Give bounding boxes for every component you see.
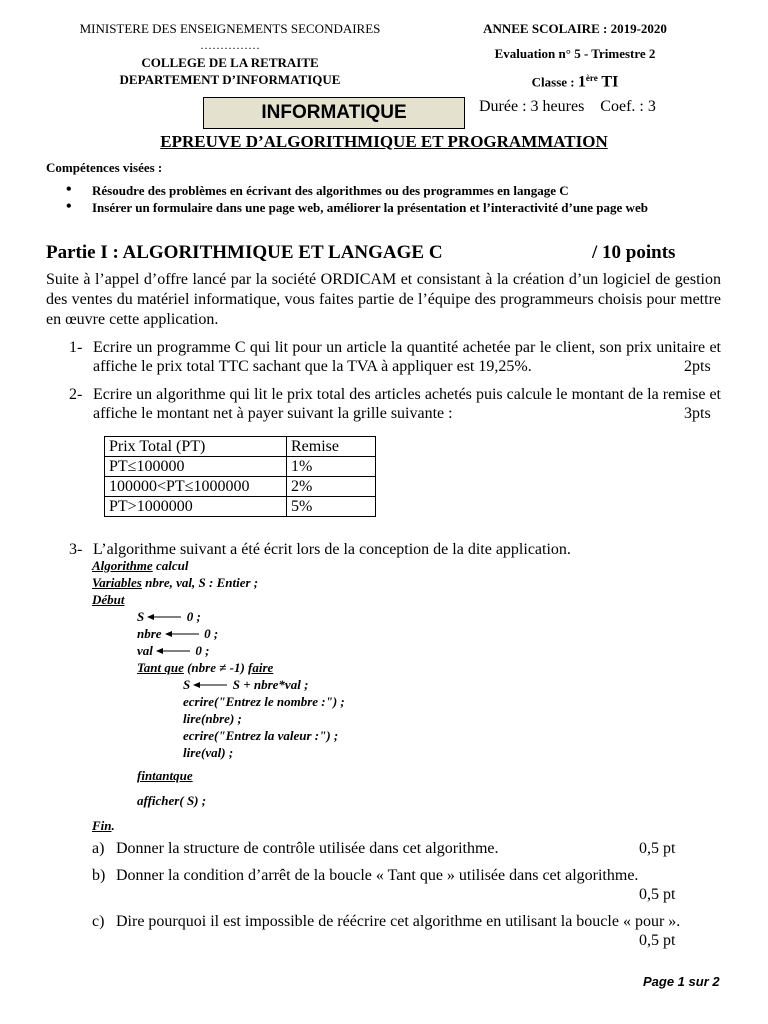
subquestion-c xyxy=(92,912,722,952)
algo-begin: Début xyxy=(92,592,125,607)
algo-header: Algorithme calcul xyxy=(92,558,189,573)
exam-info-header xyxy=(430,20,720,95)
class-label: Classe : 1ère TI xyxy=(531,73,619,91)
algo-line: nbre 0 ; xyxy=(137,626,219,641)
assign-arrow-icon xyxy=(156,647,192,655)
question-number: 3- xyxy=(69,541,83,558)
table-row xyxy=(105,477,376,497)
question-points: 2pts xyxy=(684,358,711,375)
algo-while: Tant que (nbre ≠ -1) faire xyxy=(137,660,274,675)
table-cell: PT≤100000 xyxy=(105,457,287,477)
subquestion-points: 0,5 pt xyxy=(639,840,676,857)
question-text: Ecrire un algorithme qui lit le prix total des articles achetés puis calcule le montant de la remise et affiche le montant net à payer suivant la grille suivante : xyxy=(93,386,721,422)
ministry-name: MINISTERE DES ENSEIGNEMENTS SECONDAIRES xyxy=(79,21,381,36)
table-cell: 1% xyxy=(287,457,376,477)
question-points: 3pts xyxy=(684,405,711,422)
assign-arrow-icon xyxy=(147,613,183,621)
school-year: ANNEE SCOLAIRE : 2019-2020 xyxy=(483,21,667,36)
table-header-row xyxy=(105,437,376,457)
assign-arrow-icon xyxy=(165,630,201,638)
table-cell: PT>1000000 xyxy=(105,497,287,517)
subquestion-letter: c) xyxy=(92,913,105,930)
subquestion-a xyxy=(92,839,722,859)
table-header: Prix Total (PT) xyxy=(105,437,287,457)
algo-variables: Variables nbre, val, S : Entier ; xyxy=(92,575,259,590)
subquestion-points: 0,5 pt xyxy=(639,932,676,949)
table-row xyxy=(105,497,376,517)
subquestion-points: 0,5 pt xyxy=(639,886,676,903)
duration-coefficient: Durée : 3 heures Coef. : 3 xyxy=(479,98,656,115)
part-intro: Suite à l’appel d’offre lancé par la société ORDICAM et consistant à la création d’un logiciel de gestion des ventes du matériel informatique, vous faites partie de l’équipe des programmeurs choisis pour mettre en œuvre cette application. xyxy=(46,271,721,328)
question-number: 1- xyxy=(69,339,83,356)
question-text: Ecrire un programme C qui lit pour un article la quantité achetée par le client, son prix unitaire et affiche le prix total TTC sachant que la TVA à appliquer est 19,25%. xyxy=(93,339,721,375)
table-cell: 2% xyxy=(287,477,376,497)
competence-item: • Résoudre des problèmes en écrivant des algorithmes ou des programmes en langage C xyxy=(66,182,726,199)
subquestion-letter: b) xyxy=(92,867,106,884)
algo-endwhile: fintantque xyxy=(137,768,193,783)
assign-arrow-icon xyxy=(193,681,229,689)
competences-label: Compétences visées : xyxy=(46,160,163,175)
part-title: Partie I : ALGORITHMIQUE ET LANGAGE C xyxy=(46,242,443,263)
part-points: / 10 points xyxy=(592,242,676,263)
header-dots: …………… xyxy=(200,38,260,52)
institution-header xyxy=(40,20,420,88)
question-text: L’algorithme suivant a été écrit lors de la conception de la dite application. xyxy=(93,541,571,558)
table-cell: 100000<PT≤1000000 xyxy=(105,477,287,497)
table-row xyxy=(105,457,376,477)
table-header: Remise xyxy=(287,437,376,457)
algo-line: lire(nbre) ; xyxy=(183,711,242,726)
algo-line: S S + nbre*val ; xyxy=(183,677,309,692)
competence-item: • Insérer un formulaire dans une page web, améliorer la présentation et l’interactivité d’une page web xyxy=(66,199,726,216)
subquestion-letter: a) xyxy=(92,840,105,857)
department-name: DEPARTEMENT D’INFORMATIQUE xyxy=(119,72,341,87)
algo-line: afficher( S) ; xyxy=(137,793,207,808)
algo-line: ecrire("Entrez la valeur :") ; xyxy=(183,728,339,743)
algo-line: S 0 ; xyxy=(137,609,201,624)
table-cell: 5% xyxy=(287,497,376,517)
question-number: 2- xyxy=(69,386,83,403)
college-name: COLLEGE DE LA RETRAITE xyxy=(141,55,319,70)
competences-list xyxy=(66,182,726,216)
subquestion-text: Donner la condition d’arrêt de la boucle « Tant que » utilisée dans cet algorithme. xyxy=(116,867,639,884)
algo-line: ecrire("Entrez le nombre :") ; xyxy=(183,694,345,709)
discount-table xyxy=(104,436,376,517)
question-1 xyxy=(69,338,729,378)
exam-title: EPREUVE D’ALGORITHMIQUE ET PROGRAMMATION xyxy=(160,132,608,151)
evaluation-label: Evaluation n° 5 - Trimestre 2 xyxy=(494,46,656,61)
question-2 xyxy=(69,385,729,425)
page-number: Page 1 sur 2 xyxy=(643,974,720,989)
algo-line: val 0 ; xyxy=(137,643,210,658)
algo-line: lire(val) ; xyxy=(183,745,234,760)
subquestion-text: Dire pourquoi il est impossible de réécrire cet algorithme en utilisant la boucle « pour ». xyxy=(116,913,681,930)
subject-box xyxy=(203,97,465,129)
subquestion-text: Donner la structure de contrôle utilisée dans cet algorithme. xyxy=(116,840,499,857)
subject-title: INFORMATIQUE xyxy=(261,102,407,123)
subquestion-b xyxy=(92,866,722,906)
algo-end: Fin. xyxy=(92,818,115,833)
